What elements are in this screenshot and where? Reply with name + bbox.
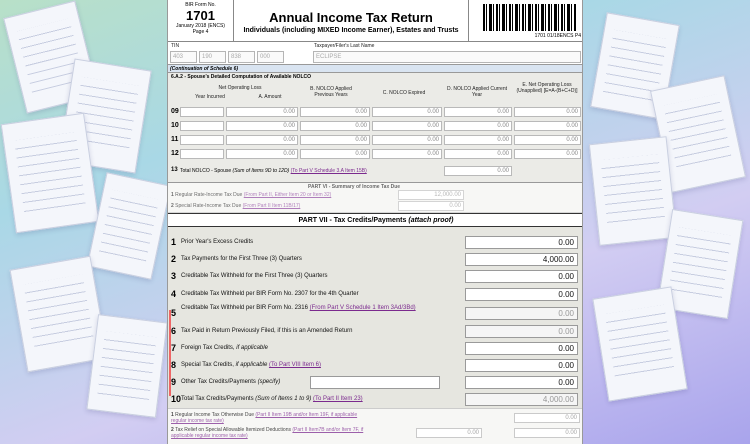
- nolco-row-number: 12: [171, 150, 179, 157]
- credit-row-label: Total Tax Credits/Payments: [181, 396, 254, 402]
- background-document: [86, 314, 167, 418]
- schedule-6a2-section: [168, 73, 583, 183]
- barcode-box: [468, 0, 583, 42]
- other-credits-specify-input[interactable]: [310, 376, 440, 389]
- credit-row-label: Other Tax Credits/Payments: [181, 379, 256, 385]
- last-name-field[interactable]: ECLIPSE: [313, 51, 581, 63]
- schedule-6a2-title: 6.A.2 - Spouse's Detailed Computation of Available NOLCO: [171, 74, 312, 80]
- part8-row-2-link[interactable]: (Part II Item7B and/or Item 7F, if applicable regular income tax rate): [171, 427, 364, 439]
- credit-row-link[interactable]: (From Part V Schedule 1 Item 3Ad/3Bd): [309, 305, 416, 311]
- part8-row-1-link[interactable]: (Part II Item 19B and/or Item 19F, if applicable regular income tax rate): [171, 412, 358, 424]
- part8-row-2: [171, 427, 371, 439]
- barcode-text: 1701 01/18ENCS P4: [534, 33, 581, 39]
- schedule-continuation-bar: (Continuation of Schedule 6): [168, 65, 583, 73]
- nolco-expired-field[interactable]: 0.00: [372, 135, 442, 145]
- credit-row-9: [168, 374, 583, 390]
- nolco-row-number: 10: [171, 122, 179, 129]
- credit-row-label-group: [181, 379, 280, 385]
- part6-row-1: [171, 192, 331, 198]
- nolco-current-field[interactable]: 0.00: [444, 149, 512, 159]
- part7-section: [168, 213, 583, 408]
- part8-row-1: [171, 412, 371, 424]
- part6-section: [168, 183, 583, 213]
- form-header: [168, 0, 583, 42]
- credit-row-link[interactable]: (To Part II Item 23): [312, 396, 363, 402]
- part8-row-2-number: 2: [171, 427, 174, 433]
- nolco-total-label: Total NOLCO - Spouse: [180, 168, 232, 174]
- foreign-tax-credits-field[interactable]: 0.00: [465, 342, 578, 355]
- credit-row-number: 1: [171, 237, 177, 247]
- nolco-unapplied-field[interactable]: 0.00: [514, 121, 581, 131]
- credit-row-3: [168, 268, 583, 284]
- credit-row-label: Foreign Tax Credits,: [181, 345, 235, 351]
- credit-row-10: [168, 391, 583, 407]
- part6-row-2: [171, 203, 300, 209]
- tin-field-2[interactable]: 190: [199, 51, 226, 63]
- part8-row-2-value-a[interactable]: 0.00: [416, 428, 482, 438]
- credit-row-2: [168, 251, 583, 267]
- nolco-total-note: (Sum of Items 9D to 12D): [232, 168, 290, 174]
- nolco-unapplied-field[interactable]: 0.00: [514, 135, 581, 145]
- taxpayer-row: [168, 42, 583, 65]
- credit-row-label: Prior Year's Excess Credits: [181, 239, 254, 245]
- nolco-expired-field[interactable]: 0.00: [372, 107, 442, 117]
- nolco-amount-field[interactable]: 0.00: [226, 121, 298, 131]
- credit-row-number: 9: [171, 377, 177, 387]
- credit-row-number: 10: [171, 394, 182, 404]
- background-document: [87, 172, 172, 280]
- credit-row-label-group: [181, 304, 461, 312]
- credit-row-number: 3: [171, 271, 177, 281]
- credit-row-number: 5: [171, 308, 177, 318]
- nolco-unapplied-field[interactable]: 0.00: [514, 107, 581, 117]
- prior-excess-credits-field[interactable]: 0.00: [465, 236, 578, 249]
- nolco-total-label-line: [180, 168, 367, 174]
- quarterly-withheld-field[interactable]: 0.00: [465, 270, 578, 283]
- col-header-year-incurred: Year Incurred: [195, 94, 225, 100]
- credit-row-label-group: [181, 396, 363, 402]
- credit-row-label-group: [181, 362, 321, 368]
- amended-return-paid-field[interactable]: 0.00: [465, 325, 578, 338]
- part8-row-1-value[interactable]: 0.00: [514, 413, 580, 423]
- part7-title-note: (attach proof): [408, 217, 454, 224]
- nolco-year-field[interactable]: [180, 121, 224, 131]
- bir-form-1701-page4: [167, 0, 583, 444]
- part6-title: PART VI - Summary of Income Tax Due: [308, 184, 401, 190]
- quarterly-tax-payments-field[interactable]: 4,000.00: [465, 253, 578, 266]
- credit-row-label-group: [181, 345, 268, 351]
- credit-row-italic: (Sum of Items 1 to 9): [255, 396, 312, 402]
- form-id-box: [168, 0, 234, 42]
- nolco-current-field[interactable]: 0.00: [444, 107, 512, 117]
- col-header-nolco-unapplied: E. Net Operating Loss (Unapplied) [E=A-(B+C+D)]: [516, 82, 578, 94]
- last-name-label: Taxpayer/Filer's Last Name: [314, 43, 375, 49]
- background-document: [592, 286, 687, 401]
- other-credits-field[interactable]: 0.00: [465, 376, 578, 389]
- part8-section: [168, 408, 583, 444]
- credit-row-label: Creditable Tax Withheld per BIR Form No. 2307 for the 4th Quarter: [181, 291, 359, 297]
- col-header-nolco-current: D. NOLCO Applied Current Year: [446, 86, 508, 98]
- credit-row-italic: (specify): [257, 379, 281, 385]
- nolco-row-number: 09: [171, 108, 179, 115]
- part6-row-1-number: 1: [171, 192, 174, 198]
- credit-row-label: Creditable Tax Withheld for the First Three (3) Quarters: [181, 273, 328, 279]
- background-document: [1, 113, 99, 234]
- credit-row-italic: if applicable: [235, 362, 268, 368]
- form-title-box: [234, 0, 468, 42]
- credit-row-5: [168, 303, 583, 323]
- part6-row-1-link[interactable]: (From Part II, Either Item 20 or Item 32): [243, 192, 332, 198]
- barcode-image: [483, 4, 577, 31]
- credit-row-label: Special Tax Credits,: [181, 362, 234, 368]
- nolco-total-field[interactable]: 0.00: [444, 166, 512, 176]
- nolco-amount-field[interactable]: 0.00: [226, 135, 298, 145]
- credit-row-number: 4: [171, 289, 177, 299]
- nolco-amount-field[interactable]: 0.00: [226, 107, 298, 117]
- form-number: 1701: [186, 8, 215, 23]
- col-header-nolco-expired: C. NOLCO Expired: [382, 90, 426, 96]
- credit-row-1: [168, 234, 583, 250]
- total-tax-credits-field[interactable]: 4,000.00: [465, 393, 578, 406]
- form-title: Annual Income Tax Return: [269, 10, 433, 25]
- background-document: [589, 136, 677, 246]
- form-2316-withheld-field[interactable]: 0.00: [465, 307, 578, 320]
- credit-row-number: 7: [171, 343, 177, 353]
- form-subtitle: Individuals (including MIXED Income Earner), Estates and Trusts: [243, 27, 459, 34]
- tin-label: TIN: [171, 43, 180, 49]
- col-header-nolco-previous: B. NOLCO Applied Previous Years: [310, 86, 352, 98]
- credit-row-number: 8: [171, 360, 177, 370]
- nolco-total-link[interactable]: (To Part V Schedule 3.A Item 15B): [290, 168, 367, 174]
- nolco-year-field[interactable]: [180, 107, 224, 117]
- nolco-year-field[interactable]: [180, 135, 224, 145]
- nolco-current-field[interactable]: 0.00: [444, 121, 512, 131]
- part6-row-1-label: Regular Rate-Income Tax Due: [175, 192, 243, 198]
- credit-row-4: [168, 286, 583, 302]
- nolco-row-number: 11: [171, 136, 179, 143]
- nolco-previous-field[interactable]: 0.00: [300, 149, 370, 159]
- credit-row-label: Tax Payments for the First Three (3) Quarters: [181, 256, 302, 262]
- credit-row-8: [168, 357, 583, 373]
- col-header-amount: A. Amount: [258, 94, 282, 100]
- credit-row-link[interactable]: (To Part VIII Item 6): [268, 362, 321, 368]
- part8-row-2-label: Tax Relief on Special Allowable Itemized Deductions: [175, 427, 291, 433]
- part6-row-1-value[interactable]: 12,000.00: [398, 190, 464, 200]
- part8-row-2-value-b[interactable]: 0.00: [514, 428, 580, 438]
- part7-title: [168, 214, 583, 227]
- nolco-previous-field[interactable]: 0.00: [300, 121, 370, 131]
- credit-row-number: 6: [171, 326, 177, 336]
- form-2307-withheld-field[interactable]: 0.00: [465, 288, 578, 301]
- credit-row-label: Creditable Tax Withheld per BIR Form No. 2316: [181, 305, 308, 311]
- col-header-net-loss: Net Operating Loss: [218, 85, 262, 91]
- form-version: January 2018 (ENCS): [176, 23, 225, 29]
- part7-title-text: PART VII - Tax Credits/Payments: [298, 217, 407, 224]
- nolco-current-field[interactable]: 0.00: [444, 135, 512, 145]
- nolco-previous-field[interactable]: 0.00: [300, 107, 370, 117]
- credit-row-label: Tax Paid in Return Previously Filed, if this is an Amended Return: [181, 328, 353, 334]
- part6-row-2-link[interactable]: (From Part II Item 11B/17): [242, 203, 301, 209]
- credit-row-number: 2: [171, 254, 177, 264]
- credit-row-6: [168, 323, 583, 339]
- tin-field-1[interactable]: 403: [170, 51, 197, 63]
- tin-field-4[interactable]: 000: [257, 51, 284, 63]
- credit-row-italic: if applicable: [236, 345, 268, 351]
- part6-row-2-label: Special Rate-Income Tax Due: [175, 203, 242, 209]
- nolco-previous-field[interactable]: 0.00: [300, 135, 370, 145]
- special-tax-credits-field[interactable]: 0.00: [465, 359, 578, 372]
- form-no-label: BIR Form No.: [185, 2, 216, 8]
- form-page: Page 4: [192, 29, 209, 35]
- nolco-amount-field[interactable]: 0.00: [226, 149, 298, 159]
- part6-row-2-value[interactable]: 0.00: [398, 201, 464, 211]
- part8-row-1-label: Regular Income Tax Otherwise Due: [175, 412, 255, 418]
- nolco-total-number: 13: [171, 167, 178, 173]
- nolco-expired-field[interactable]: 0.00: [372, 149, 442, 159]
- part6-row-2-number: 2: [171, 203, 174, 209]
- tin-field-3[interactable]: 838: [228, 51, 255, 63]
- nolco-expired-field[interactable]: 0.00: [372, 121, 442, 131]
- nolco-year-field[interactable]: [180, 149, 224, 159]
- part8-row-1-number: 1: [171, 412, 174, 418]
- nolco-unapplied-field[interactable]: 0.00: [514, 149, 581, 159]
- credit-row-7: [168, 340, 583, 356]
